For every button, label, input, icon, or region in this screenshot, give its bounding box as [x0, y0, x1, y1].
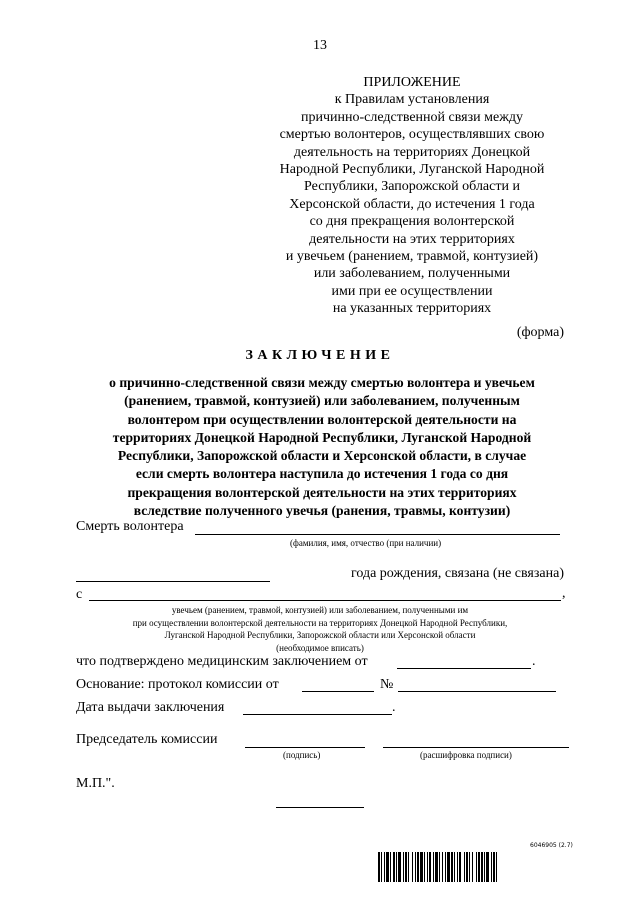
appendix-line: или заболеванием, полученными	[313, 266, 511, 282]
protocol-date-field[interactable]	[302, 691, 374, 692]
seal-label: М.П.".	[76, 776, 115, 791]
appendix-line: к Правилам установления	[334, 92, 490, 108]
confirmed-label: что подтверждено медицинским заключением от	[76, 654, 368, 669]
subtitle-line: Республики, Запорожской области и Херсонской области, в случае	[117, 448, 527, 464]
signature-hint: (подпись)	[283, 750, 321, 760]
name-hint: (фамилия, имя, отчество (при наличии)	[290, 538, 442, 548]
signature-decoding-field[interactable]	[383, 747, 569, 748]
appendix-line: со дня прекращения волонтерской	[309, 214, 515, 230]
birth-year-field[interactable]	[76, 581, 270, 582]
volunteer-name-field[interactable]	[195, 534, 560, 535]
subtitle-line: волонтером при осуществлении волонтерской деятельности на	[127, 411, 517, 427]
issue-date-field[interactable]	[243, 714, 392, 715]
death-label: Смерть волонтера	[76, 519, 184, 534]
injury-hint	[76, 604, 564, 654]
issue-date-label: Дата выдачи заключения	[76, 700, 225, 715]
page-number: 13	[313, 38, 327, 53]
decoding-hint: (расшифровка подписи)	[420, 750, 512, 760]
injury-hint-line: при осуществлении волонтерской деятельности на территориях Донецкой Народной Республики,	[132, 617, 508, 628]
appendix-line: ПРИЛОЖЕНИЕ	[363, 75, 461, 90]
appendix-line: и увечьем (ранением, травмой, контузией)	[285, 249, 539, 265]
period: .	[532, 654, 536, 669]
subtitle-line: (ранением, травмой, контузией) или заболеванием, полученным	[124, 393, 520, 409]
appendix-block	[262, 74, 562, 318]
injury-hint-line: Луганской Народной Республики, Запорожской области или Херсонской области	[164, 630, 476, 640]
appendix-line: причинно-следственной связи между	[300, 109, 524, 125]
form-label: (форма)	[516, 325, 564, 340]
appendix-line: деятельности на этих территориях	[309, 231, 515, 247]
subtitle-line: о причинно-следственной связи между смертью волонтера и увечьем	[109, 375, 535, 390]
appendix-line: Народной Республики, Луганской Народной	[279, 162, 545, 178]
appendix-line: смертью волонтеров, осуществлявших свою	[279, 127, 545, 143]
subtitle-line: территориях Донецкой Народной Республики, Луганской Народной	[112, 429, 532, 445]
issue-period: .	[392, 700, 396, 715]
protocol-number-field[interactable]	[398, 691, 556, 692]
number-sign: №	[380, 677, 394, 692]
barcode-icon	[378, 852, 564, 882]
chairman-label: Председатель комиссии	[76, 732, 218, 747]
signature-field[interactable]	[245, 747, 365, 748]
appendix-line: Республики, Запорожской области и	[304, 179, 520, 195]
comma: ,	[562, 586, 566, 601]
subtitle-line: если смерть волонтера наступила до истечения 1 года со дня	[135, 466, 509, 482]
appendix-line: деятельность на территориях Донецкой	[293, 144, 531, 160]
document-subtitle	[80, 374, 564, 520]
basis-label: Основание: протокол комиссии от	[76, 677, 279, 692]
barcode-label: 6046905 (2.7)	[530, 842, 573, 849]
appendix-line: ими при ее осуществлении	[331, 283, 493, 299]
subtitle-line: прекращения волонтерской деятельности на этих территориях	[127, 484, 517, 500]
injury-field[interactable]	[89, 600, 561, 601]
with-label: с	[76, 587, 83, 602]
appendix-line: Херсонской области, до истечения 1 года	[289, 196, 535, 212]
injury-hint-line: увечьем (ранением, травмой, контузией) или заболеванием, полученными им	[171, 605, 469, 615]
document-title: ЗАКЛЮЧЕНИЕ	[245, 348, 395, 363]
injury-hint-line: (необходимое вписать)	[276, 642, 364, 653]
closing-rule	[276, 807, 364, 808]
medical-conclusion-date-field[interactable]	[397, 668, 531, 669]
subtitle-line: вследствие полученного увечья (ранения, травмы, контузии)	[133, 503, 511, 519]
appendix-line: на указанных территориях	[332, 301, 492, 317]
birth-year-text: года рождения, связана (не связана)	[350, 566, 564, 581]
